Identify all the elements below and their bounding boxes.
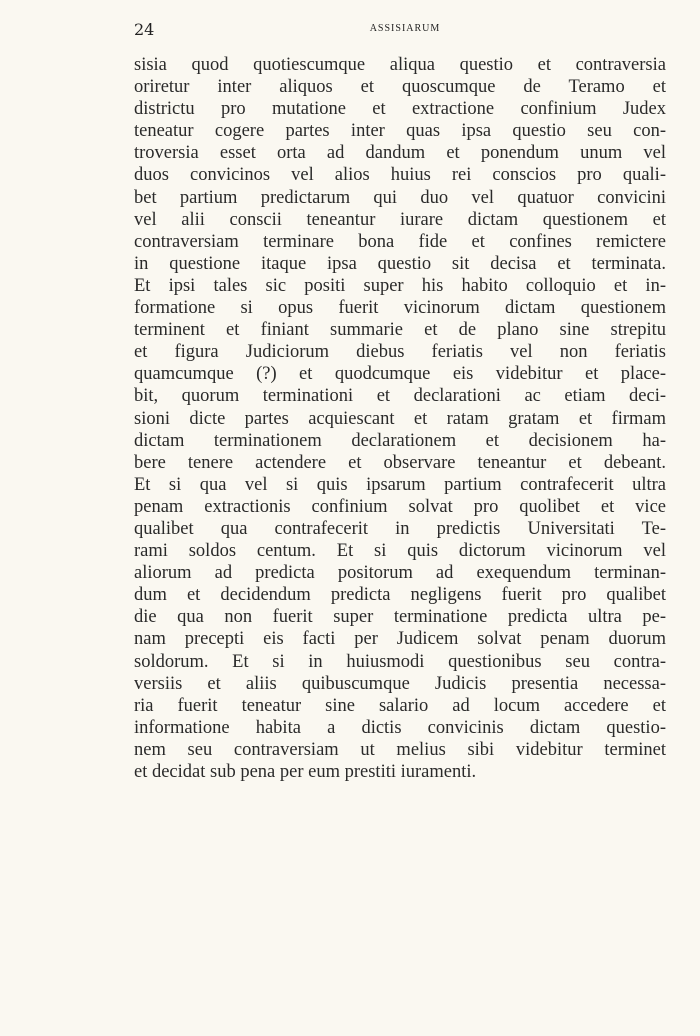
text-line: nam precepti eis facti per Judicem solvat penam duorum — [134, 629, 666, 650]
text-line: nem seu contraversiam ut melius sibi videbitur terminet — [134, 739, 666, 760]
page-header — [134, 20, 676, 44]
text-line: penam extractionis confinium solvat pro quolibet et vice — [134, 496, 666, 517]
text-line: bit, quorum terminationi et declarationi ac etiam deci- — [134, 386, 666, 407]
text-line: soldorum. Et si in huiusmodi questionibus seu contra- — [134, 651, 666, 672]
text-line: aliorum ad predicta positorum ad exequendum terminan- — [134, 563, 666, 584]
text-line: troversia esset orta ad dandum et ponendum unum vel — [134, 143, 666, 164]
text-line: Et si qua vel si quis ipsarum partium contrafecerit ultra — [134, 474, 666, 495]
text-line: terminent et finiant summarie et de plano sine strepitu — [134, 320, 666, 341]
text-line: quamcumque (?) et quodcumque eis videbitur et place- — [134, 364, 666, 385]
text-line: die qua non fuerit super terminatione predicta ultra pe- — [134, 607, 666, 628]
text-line: oriretur inter aliquos et quoscumque de Teramo et — [134, 77, 666, 98]
text-line: formatione si opus fuerit vicinorum dictam questionem — [134, 298, 666, 319]
text-line: sisia quod quotiescumque aliqua questio et contraversia — [134, 55, 666, 75]
text-line: rami soldos centum. Et si quis dictorum vicinorum vel — [134, 541, 666, 562]
text-line: et figura Judiciorum diebus feriatis vel non feriatis — [134, 342, 666, 363]
text-line: bere tenere actendere et observare teneantur et debeant. — [134, 452, 666, 473]
text-line: teneatur cogere partes inter quas ipsa questio seu con- — [134, 121, 666, 142]
text-line: dictam terminationem declarationem et decisionem ha- — [134, 430, 666, 451]
running-head: ASSISIARUM — [369, 23, 441, 34]
text-line: contraversiam terminare bona fide et confines remictere — [134, 231, 666, 252]
text-line: bet partium predictarum qui duo vel quatuor convicini — [134, 187, 666, 208]
text-line: versiis et aliis quibuscumque Judicis presentia necessa- — [134, 673, 666, 694]
text-line: ria fuerit teneatur sine salario ad locum accedere et — [134, 695, 666, 716]
text-line: vel alii conscii teneantur iurare dictam questionem et — [134, 209, 666, 230]
text-line: et decidat sub pena per eum prestiti iuramenti. — [134, 762, 477, 782]
text-line: informatione habita a dictis convicinis dictam questio- — [134, 717, 666, 738]
text-line: duos convicinos vel alios huius rei conscios pro quali- — [134, 165, 666, 186]
text-line: Et ipsi tales sic positi super his habito colloquio et in- — [134, 275, 666, 296]
text-line: sioni dicte partes acquiescant et ratam gratam et firmam — [134, 408, 666, 429]
text-line: qualibet qua contrafecerit in predictis Universitati Te- — [134, 518, 666, 539]
text-line: dum et decidendum predicta negligens fuerit pro qualibet — [134, 585, 666, 606]
text-line: districtu pro mutatione et extractione confinium Judex — [134, 99, 666, 120]
body-text — [134, 54, 666, 783]
page-number: 24 — [134, 20, 155, 39]
text-line: in questione itaque ipsa questio sit decisa et terminata. — [134, 253, 666, 274]
